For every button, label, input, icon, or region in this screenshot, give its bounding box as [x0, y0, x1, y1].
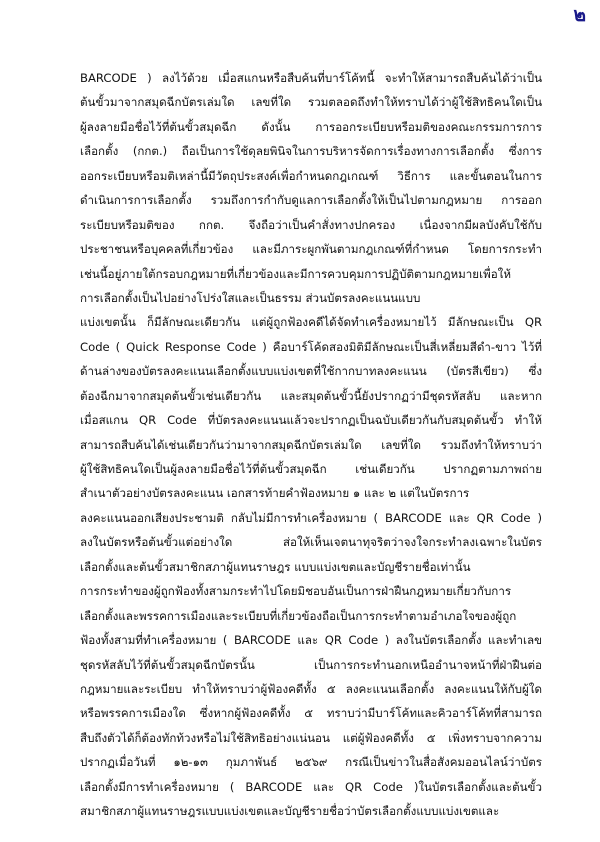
text-line: ด้านล่างของบัตรลงคะแนนเลือกตั้งแบบแบ่งเขตที่ใช้กากบาทลงคะแนน (บัตรสีเขียว) ซึ่ง: [80, 364, 542, 379]
text-line: สามารถสืบค้นได้เช่นเดียวกันว่ามาจากสมุดฉีกบัตรเล่มใด เลขที่ใด รวมถึงทำให้ทราบว่า: [80, 437, 542, 452]
text-line: ผู้ลงลายมือชื่อไว้ที่ต้นขั้วสมุดฉีก ดังนั้น การออกระเบียบหรือมติของคณะกรรมการการ: [80, 119, 542, 134]
text-line: การกระทำของผู้ถูกฟ้องทั้งสามกระทำไปโดยมิชอบอันเป็นการฝ่าฝืนกฎหมายเกี่ยวกับการ: [80, 584, 512, 599]
text-line: ดำเนินการการเลือกตั้ง รวมถึงการกำกับดูแลการเลือกตั้งให้เป็นไปตามกฎหมาย การออก: [80, 193, 542, 208]
text-line: ฟ้องทั้งสามที่ทำเครื่องหมาย ( BARCODE และ QR Code ) ลงในบัตรเลือกตั้ง และทำเลข: [80, 633, 542, 648]
body-text: [80, 66, 542, 824]
text-line: ต้องฉีกมาจากสมุดต้นขั้วเช่นเดียวกัน และสมุดต้นขั้วนี้ยังปรากฏว่ามีชุดรหัสลับ และหาก: [80, 388, 542, 403]
page-number: ๒: [573, 4, 586, 26]
text-line: ต้นขั้วมาจากสมุดฉีกบัตรเล่มใด เลขที่ใด รวมตลอดถึงทำให้ทราบได้ว่าผู้ใช้สิทธิคนใดเป็น: [80, 95, 542, 110]
text-line: เลือกตั้งและต้นขั้วสมาชิกสภาผู้แทนราษฎร แบบแบ่งเขตและบัญชีรายชื่อเท่านั้น: [80, 559, 471, 574]
text-line: ระเบียบหรือมติของ กกต. จึงถือว่าเป็นคำสั่งทางปกครอง เนื่องจากมีผลบังคับใช้กับ: [80, 217, 542, 232]
text-line: ชุดรหัสลับไว้ที่ต้นขั้วสมุดฉีกบัตรนั้น เป็นการกระทำนอกเหนืออำนาจหน้าที่ฝ่าฝืนต่อ: [80, 657, 542, 672]
text-line: แบ่งเขตนั้น ก็มีลักษณะเดียวกัน แต่ผู้ถูกฟ้องคดีได้จัดทำเครื่องหมายไว้ มีลักษณะเป็น QR: [80, 315, 542, 330]
text-line: BARCODE ) ลงไว้ด้วย เมื่อสแกนหรือสืบค้นที่บาร์โค้ทนี้ จะทำให้สามารถสืบค้นได้ว่าเป็น: [80, 71, 542, 85]
text-line: เลือกตั้งและพรรคการเมืองและระเบียบที่เกี่ยวข้องถือเป็นการกระทำตามอำเภอใจของผู้ถูก: [80, 608, 517, 623]
text-line: เลือกตั้งมีการทำเครื่องหมาย ( BARCODE และ QR Code )ในบัตรเลือกตั้งและต้นขั้ว: [80, 779, 542, 794]
text-line: เช่นนี้อยู่ภายใต้กรอบกฎหมายที่เกี่ยวข้องและมีการควบคุมการปฏิบัติตามกฎหมายเพื่อให้: [80, 266, 511, 281]
text-line: เมื่อสแกน QR Code ที่บัตรลงคะแนนแล้วจะปรากฏเป็นฉบับเดียวกันกับสมุดต้นขั้ว ทำให้: [80, 413, 542, 428]
text-line: ลงคะแนนออกเสียงประชามติ กลับไม่มีการทำเครื่องหมาย ( BARCODE และ QR Code ): [80, 510, 542, 525]
text-line: สมาชิกสภาผู้แทนราษฎรแบบแบ่งเขตและบัญชีรายชื่อว่าบัตรเลือกตั้งแบบแบ่งเขตและ: [80, 804, 500, 819]
text-line: สืบถึงตัวได้ก็ต้องทักท้วงหรือไม่ใช้สิทธิอย่างแน่นอน แต่ผู้ฟ้องคดีทั้ง ๕ เพิ่งทราบจากความ: [80, 730, 542, 745]
text-line: สำเนาตัวอย่างบัตรลงคะแนน เอกสารท้ายคำฟ้องหมาย ๑ และ ๒ แต่ในบัตรการ: [80, 486, 470, 501]
text-line: ออกระเบียบหรือมติเหล่านี้มีวัตถุประสงค์เพื่อกำหนดกฎเกณฑ์ วิธีการ และขั้นตอนในการ: [80, 168, 542, 183]
text-line: ผู้ใช้สิทธิคนใดเป็นผู้ลงลายมือชื่อไว้ที่ต้นขั้วสมุดฉีก เช่นเดียวกัน ปรากฏตามภาพถ่าย: [80, 462, 542, 476]
text-line: เลือกตั้ง (กกต.) ถือเป็นการใช้ดุลยพินิจในการบริหารจัดการเรื่องทางการเลือกตั้ง ซึ่งการ: [80, 144, 542, 159]
text-line: กฎหมายและระเบียบ ทำให้ทราบว่าผู้ฟ้องคดีทั้ง ๕ ลงคะแนนเลือกตั้ง ลงคะแนนให้กับผู้ใด: [80, 681, 542, 696]
text-line: Code ( Quick Response Code ) คือบาร์โค้ดสองมิติมีลักษณะเป็นสี่เหลี่ยมสีดำ-ขาว ไว้ที่: [80, 339, 542, 354]
text-line: ลงในบัตรหรือต้นขั้วแต่อย่างใด ส่อให้เห็นเจตนาทุจริตว่าจงใจกระทำลงเฉพาะในบัตร: [80, 535, 542, 550]
text-line: การเลือกตั้งเป็นไปอย่างโปร่งใสและเป็นธรรม ส่วนบัตรลงคะแนนแบบ: [80, 290, 421, 305]
text-line: ปรากฏเมื่อวันที่ ๑๒-๑๓ กุมภาพันธ์ ๒๕๖๙ กรณีเป็นข่าวในสื่อสังคมออนไลน์ว่าบัตร: [80, 755, 542, 770]
text-line: ประชาชนหรือบุคคลที่เกี่ยวข้อง และมีภาระผูกพันตามกฎเกณฑ์ที่กำหนด โดยการกระทำ: [80, 242, 542, 257]
text-line: หรือพรรคการเมืองใด ซึ่งหากผู้ฟ้องคดีทั้ง ๕ ทราบว่ามีบาร์โค้ทและคิวอาร์โค้ทที่สามารถ: [80, 706, 542, 721]
